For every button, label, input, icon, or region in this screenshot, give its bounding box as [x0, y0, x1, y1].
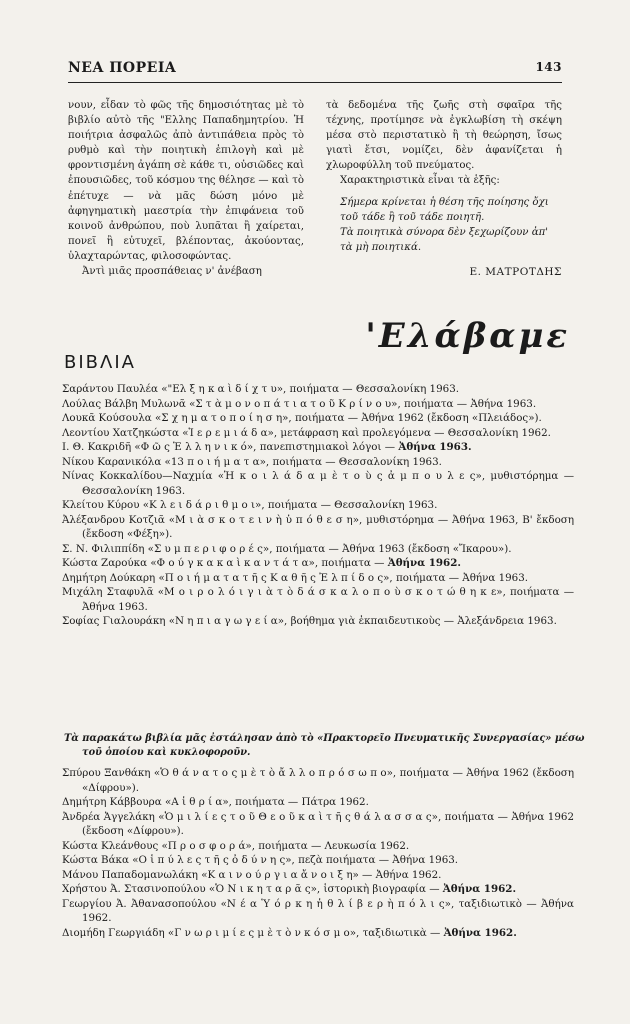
- right-paragraph-2: Χαρακτηριστικὰ εἶναι τὰ ἑξῆς:: [340, 175, 500, 187]
- left-paragraph-2: Ἀντὶ μιᾶς προσπάθειας ν' ἀνέβαση: [82, 266, 262, 278]
- book-entry: [62, 440, 574, 455]
- journal-title: ΝΕΑ ΠΟΡΕΙΑ: [68, 60, 177, 76]
- book-entry: [62, 795, 574, 810]
- book-entry-text: Μιχάλη Σταφυλᾶ «Μ ο ι ρ ο λ ό ι γ ι ὰ τ ὸ δ ά σ κ α λ ο π ο ὺ σ κ ο τ ώ θ η κ ε», ποιήματα — Ἀθήνα 1963.: [62, 586, 574, 613]
- left-paragraph-1: νουν, εἶδαν τὸ φῶς τῆς δημοσιότητας μὲ τὸ βιβλίο αὐτὸ τῆς "Ελλης Παπαδημητρίου. Ἡ ποιήτρια ἀσφαλῶς ἀπὸ ἀντιπάθεια πρὸς τὸ ρυθμὸ καὶ τὴν ποιητικὴ ἐπιλογὴ καὶ μὲ φροντισμένη ἀγάπη σὲ κάθε τι, οὐσιῶδες καὶ ἐπουσιῶδες, τοῦ κόσμου της θέλησε — καὶ τὸ ἐπέτυχε — νὰ μᾶς δώση μόνο μὲ ἀφηγηματικὴ μαεστρία τὴν ἐπιφάνεια τοῦ κοινοῦ ἀνθρώπου, ποὺ λυπᾶται ἢ χαίρεται, πονεῖ ἢ εὐτυχεῖ, βλέποντας, ἀκούοντας, ὑλαχταρώντας, φιλοσοφώντας.: [68, 100, 304, 262]
- book-entry-text: Κώστα Βάκα «Ο ἱ π ύ λ ε ς τ ῆ ς ὀ δ ύ ν η ς», πεζὰ ποιήματα — Ἀθήνα 1963.: [62, 854, 459, 866]
- running-head: [68, 60, 562, 76]
- book-entry: [62, 498, 574, 513]
- book-entry-text: Κώστα Ζαρούκα «Φ ο ύ γ κ α κ α ὶ κ α ν τ ά τ α», ποιήματα —: [62, 557, 388, 569]
- book-entry: [62, 897, 574, 926]
- book-entry: [62, 853, 574, 868]
- books-heading: ΒΙΒΛΙΑ: [64, 352, 136, 373]
- book-entry-place-year: Ἀθήνα 1962.: [387, 557, 461, 569]
- book-entry-text: Δημήτρη Δούκαρη «Π ο ι ή μ α τ α τ ῆ ς Κ α θ ῆ ς Ἐ λ π ί δ ο ς», ποιήματα — Ἀθήνα 1963.: [62, 571, 529, 584]
- section-title: 'Ελάβαμε: [365, 316, 570, 356]
- book-entry-text: Σοφίας Γιαλουράκη «Ν η π ι α γ ω γ ε ί α», βοήθημα γιὰ ἐκπαιδευτικοὺς — Ἀλεξάνδρεια 1963.: [62, 615, 557, 627]
- book-entry-text: Γεωργίου Ἀ. Ἀθανασοπούλου «Ν έ α Ὑ ό ρ κ η ἡ θ λ ί β ε ρ ὴ π ό λ ι ς», ταξιδιωτικὸ — Ἀθήνα 1962.: [62, 897, 574, 924]
- book-entry: [62, 882, 574, 897]
- book-entry: [62, 469, 574, 498]
- book-entry-text: Λουκᾶ Κούσουλα «Σ χ η μ α τ ο π ο ί η σ η», ποιήματα — Ἀθήνα 1962 (ἔκδοση «Πλειάδος»).: [62, 412, 542, 424]
- distribution-notice: Τὰ παρακάτω βιβλία μᾶς ἐστάλησαν ἀπὸ τὸ «Πρακτορεῖο Πνευματικῆς Συνεργασίας» μέσω τοῦ ὁποίου καὶ κυκλοφοροῦν.: [64, 733, 585, 758]
- books-list-2: [62, 766, 574, 940]
- books-list: [62, 382, 574, 629]
- book-entry-text: Μάνου Παπαδομανωλάκη «Κ α ι ν ο ύ ρ γ ι α ἄ ν ο ι ξ η» — Ἀθήνα 1962.: [62, 868, 442, 881]
- book-entry-text: Σ. Ν. Φιλιππίδη «Σ υ μ π ε ρ ι φ ο ρ έ ς», ποιήματα — Ἀθήνα 1963 (ἔκδοση «Ἴκαρου»).: [62, 542, 512, 555]
- book-entry-text: Χρήστου Ἀ. Στασινοπούλου «Ὁ Ν ι κ η τ α ρ ᾶ ς», ἱστορικὴ βιογραφία —: [62, 883, 443, 895]
- book-entry-text: Νίκου Καρανικόλα «13 π ο ι ή μ α τ α», ποιήματα — Θεσσαλονίκη 1963.: [62, 455, 442, 468]
- right-paragraph-1: τὰ δεδομένα τῆς ζωῆς στὴ σφαῖρα τῆς τέχνης, προτίμησε νὰ ἐγκλωβίση τὴ σκέψη μέσα στὸ περιστατικὸ ἢ τὴ θεώρηση, ἴσως γιατὶ ἔτσι, νομίζει, δὲν ἀφανίζεται ἡ χλωροφύλλη τοῦ πνεύματος.: [326, 100, 562, 172]
- page-number: 143: [535, 60, 562, 74]
- book-entry: [62, 513, 574, 542]
- author-signature: Ε. ΜΑΤΡΟΤΔΗΣ: [469, 265, 562, 278]
- quote-line-1: Σήμερα κρίνεται ἡ θέση τῆς ποίησης ὄχι τοῦ τάδε ἢ τοῦ τάδε ποιητῆ.: [340, 196, 549, 223]
- book-entry: [62, 426, 574, 441]
- book-entry-text: Λεοντίου Χατζηκώστα «Ἱ ε ρ ε μ ι ά δ α», μετάφραση καὶ προλεγόμενα — Θεσσαλονίκη 1962.: [62, 426, 551, 439]
- header-rule: [68, 82, 562, 83]
- book-entry: [62, 614, 574, 629]
- book-entry: [62, 411, 574, 426]
- book-entry-text: Δημήτρη Κάββουρα «Α ἱ θ ρ ί α», ποιήματα — Πάτρα 1962.: [62, 796, 369, 808]
- book-entry-place-year: Ἀθήνα 1963.: [398, 441, 472, 453]
- book-entry-text: Διομήδη Γεωργιάδη «Γ ν ω ρ ι μ ί ε ς μ ὲ τ ὸ ν κ ό σ μ ο», ταξιδιωτικὰ —: [62, 926, 444, 939]
- book-entry-text: Σαράντου Παυλέα «"Ελ ξ η κ α ὶ δ ί χ τ υ», ποιήματα — Θεσσαλονίκη 1963.: [62, 383, 460, 395]
- book-entry: [62, 571, 574, 586]
- book-entry-text: Ἀνδρέα Ἀγγελάκη «Ὁ μ ι λ ί ε ς τ ο ῦ Θ ε ο ῦ κ α ὶ τ ῆ ς θ ά λ α σ σ α ς», ποιήματα — Ἀθήνα 1962 (ἔκδοση «Δίφρου»).: [62, 810, 574, 837]
- book-entry-place-year: Ἀθήνα 1962.: [442, 883, 517, 895]
- quote-line-2: Τὰ ποιητικὰ σύνορα δὲν ξεχωρίζουν ἀπ' τὰ μὴ ποιητικά.: [340, 226, 549, 253]
- book-entry-text: Λούλας Βάλβη Μυλωνᾶ «Σ τ ὰ μ ο ν ο π ά τ ι α τ ο ῦ Κ ρ ί ν ο υ», ποιήματα — Ἀθήνα 1963.: [62, 397, 537, 410]
- book-entry-text: Κώστα Κλεάνθους «Π ρ ο σ φ ο ρ ά», ποιήματα — Λευκωσία 1962.: [62, 839, 410, 852]
- right-column: [326, 98, 562, 280]
- book-entry-text: Κλείτου Κύρου «Κ λ ε ι δ ά ρ ι θ μ ο ι», ποιήματα — Θεσσαλονίκη 1963.: [62, 499, 438, 511]
- book-entry-text: Ἀλέξανδρου Κοτζιᾶ «Μ ι ὰ σ κ ο τ ε ι ν ὴ ὑ π ό θ ε σ η», μυθιστόρημα — Ἀθήνα 1963, Β' ἔκδοση (ἔκδοση «Φέξη»).: [62, 513, 574, 540]
- book-entry: [62, 585, 574, 614]
- book-entry: [62, 556, 574, 571]
- book-entry: [62, 926, 574, 941]
- book-entry: [62, 868, 574, 883]
- book-entry-text: Σπύρου Ξανθάκη «Ὁ θ ά ν α τ ο ς μ ὲ τ ὸ ἄ λ λ ο π ρ ό σ ω π ο», ποιήματα — Ἀθήνα 1962 (ἔκδοση «Δίφρου»).: [62, 767, 574, 794]
- book-entry: [62, 766, 574, 795]
- book-entry: [62, 455, 574, 470]
- book-entry-text: Νίνας Κοκκαλίδου—Ναχμία «Ἡ κ ο ι λ ά δ α μ ὲ τ ο ὺ ς ἀ μ π ο υ λ ε ς», μυθιστόρημα — Θεσσαλονίκη 1963.: [62, 470, 574, 497]
- book-entry-text: Ι. Θ. Κακριδῆ «Φ ῶ ς Ἑ λ λ η ν ι κ ό», πανεπιστημιακοὶ λόγοι —: [62, 441, 399, 453]
- book-entry: [62, 382, 574, 397]
- left-column: [68, 98, 304, 279]
- book-entry: [62, 397, 574, 412]
- book-entry: [62, 542, 574, 557]
- book-entry: [62, 810, 574, 839]
- book-entry-place-year: Ἀθήνα 1962.: [443, 926, 517, 939]
- book-entry: [62, 839, 574, 854]
